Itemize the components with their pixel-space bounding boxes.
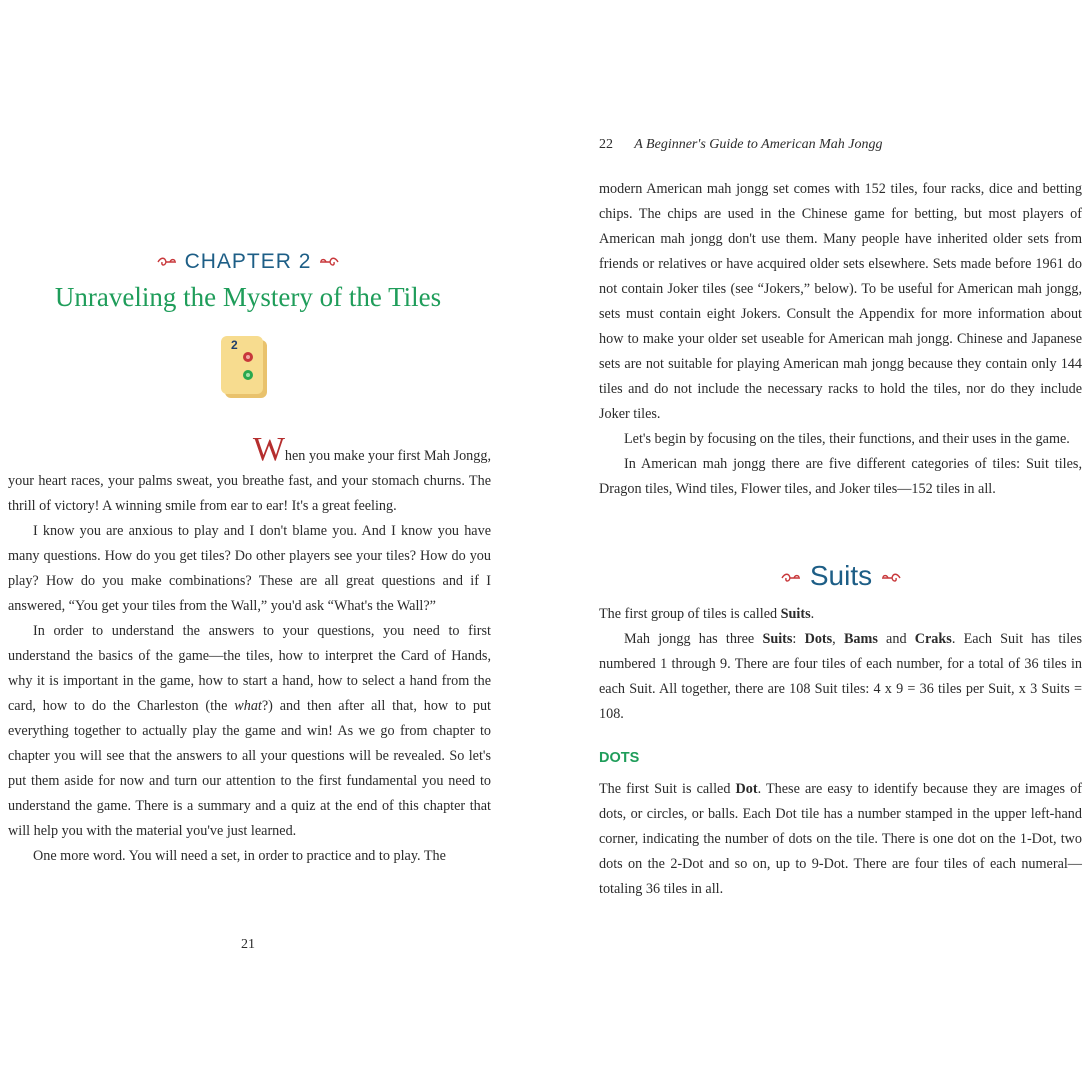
two-dot-tile-icon bbox=[221, 336, 267, 398]
opening-line bbox=[8, 431, 491, 469]
paragraph-3: In order to understand the answers to your questions, you need to first understand the basics of the game—the tiles, how to interpret the Card of Hands, why it is important in the game, how to start a hand, how to select a hand from the card, how to do the Charleston (the what?) and then after all that, how to put everything together to actually play the game and win! As we go from chapter to chapter you will see that the answers to all your questions will be revealed. So let's put them aside for now and turn our attention to the first fundamental you need to understand the game. There is a summary and a quiz at the end of this chapter that will help you with the material you've just learned. bbox=[8, 623, 491, 839]
page-number: 21 bbox=[241, 937, 255, 952]
section-title bbox=[590, 560, 1089, 592]
flourish-right-icon bbox=[318, 257, 340, 267]
page-number: 22 bbox=[599, 137, 613, 152]
flourish-left-icon bbox=[780, 573, 802, 583]
chapter-body bbox=[8, 431, 491, 869]
paragraph-1: modern American mah jongg set comes with 152 tiles, four racks, dice and betting chips. The chips are used in the Chinese game for betting, but most players of American mah jongg don't use them. Many people have inherited older sets from friends or relatives or have acquired older sets elsewhere. Sets made before 1961 do not contain Joker tiles (see “Jokers,” below). To be useful for American mah jongg, sets must contain eight Jokers. Consult the Appendix for more information about how to make your older set useable for American mah jongg. Chinese and Japanese sets are not suitable for playing American mah jongg because they contain only 144 tiles and do not include the necessary racks to hold the tiles, nor do they include Joker tiles. bbox=[599, 181, 1082, 422]
italic-what: what bbox=[234, 698, 262, 714]
suits-paragraph-1: The first group of tiles is called Suits. bbox=[599, 606, 815, 622]
flourish-left-icon bbox=[156, 257, 178, 267]
paragraph-4: One more word. You will need a set, in order to practice and to play. The bbox=[33, 848, 446, 864]
dots-subhead: DOTS bbox=[599, 750, 640, 766]
drop-cap: W bbox=[252, 431, 285, 468]
paragraph-1: your heart races, your palms sweat, you breathe fast, and your stomach churns. The thrill of victory! A winning smile from ear to ear! It's a great feeling. bbox=[8, 473, 491, 514]
flourish-right-icon bbox=[880, 573, 902, 583]
dots-body bbox=[599, 777, 1082, 902]
chapter-label-text: CHAPTER 2 bbox=[184, 250, 312, 273]
page-body bbox=[599, 177, 1082, 502]
paragraph-2: Let's begin by focusing on the tiles, their functions, and their uses in the game. bbox=[624, 431, 1070, 447]
tile-number: 2 bbox=[231, 338, 238, 352]
dots-paragraph: The first Suit is called Dot. These are easy to identify because they are images of dots, or circles, or balls. Each Dot tile has a number stamped in the upper left-hand corner, indicating the number of dots on the tile. There is one dot on the 1-Dot, two dots on the 2-Dot and so on, up to 9-Dot. There are four tiles of each numeral—totaling 36 tiles in all. bbox=[599, 781, 1082, 897]
chapter-title: Unraveling the Mystery of the Tiles bbox=[54, 282, 442, 312]
running-title: A Beginner's Guide to American Mah Jongg bbox=[634, 137, 883, 152]
suits-paragraph-2: Mah jongg has three Suits: Dots, Bams and Craks. Each Suit has tiles numbered 1 through 9. There are four tiles of each number, for a total of 36 tiles in each Suit. All together, there are 108 Suit tiles: 4 x 9 = 36 tiles per Suit, x 3 Suits = 108. bbox=[599, 631, 1083, 722]
chapter-label bbox=[0, 250, 496, 274]
paragraph-2: I know you are anxious to play and I don't blame you. And I know you have many questions. How do you get tiles? Do other players see your tiles? How do you play? How do you make combinations? These are all great questions and if I answered, “You get your tiles from the Wall,” you'd ask “What's the Wall?” bbox=[8, 523, 491, 614]
paragraph-3: In American mah jongg there are five different categories of tiles: Suit tiles, Dragon tiles, Wind tiles, Flower tiles, and Joker tiles—152 tiles in all. bbox=[599, 456, 1082, 497]
opening-line-text: hen you make your first Mah Jongg, bbox=[284, 448, 491, 464]
running-head bbox=[599, 137, 882, 153]
section-title-text: Suits bbox=[809, 560, 873, 591]
suits-body bbox=[599, 602, 1082, 727]
